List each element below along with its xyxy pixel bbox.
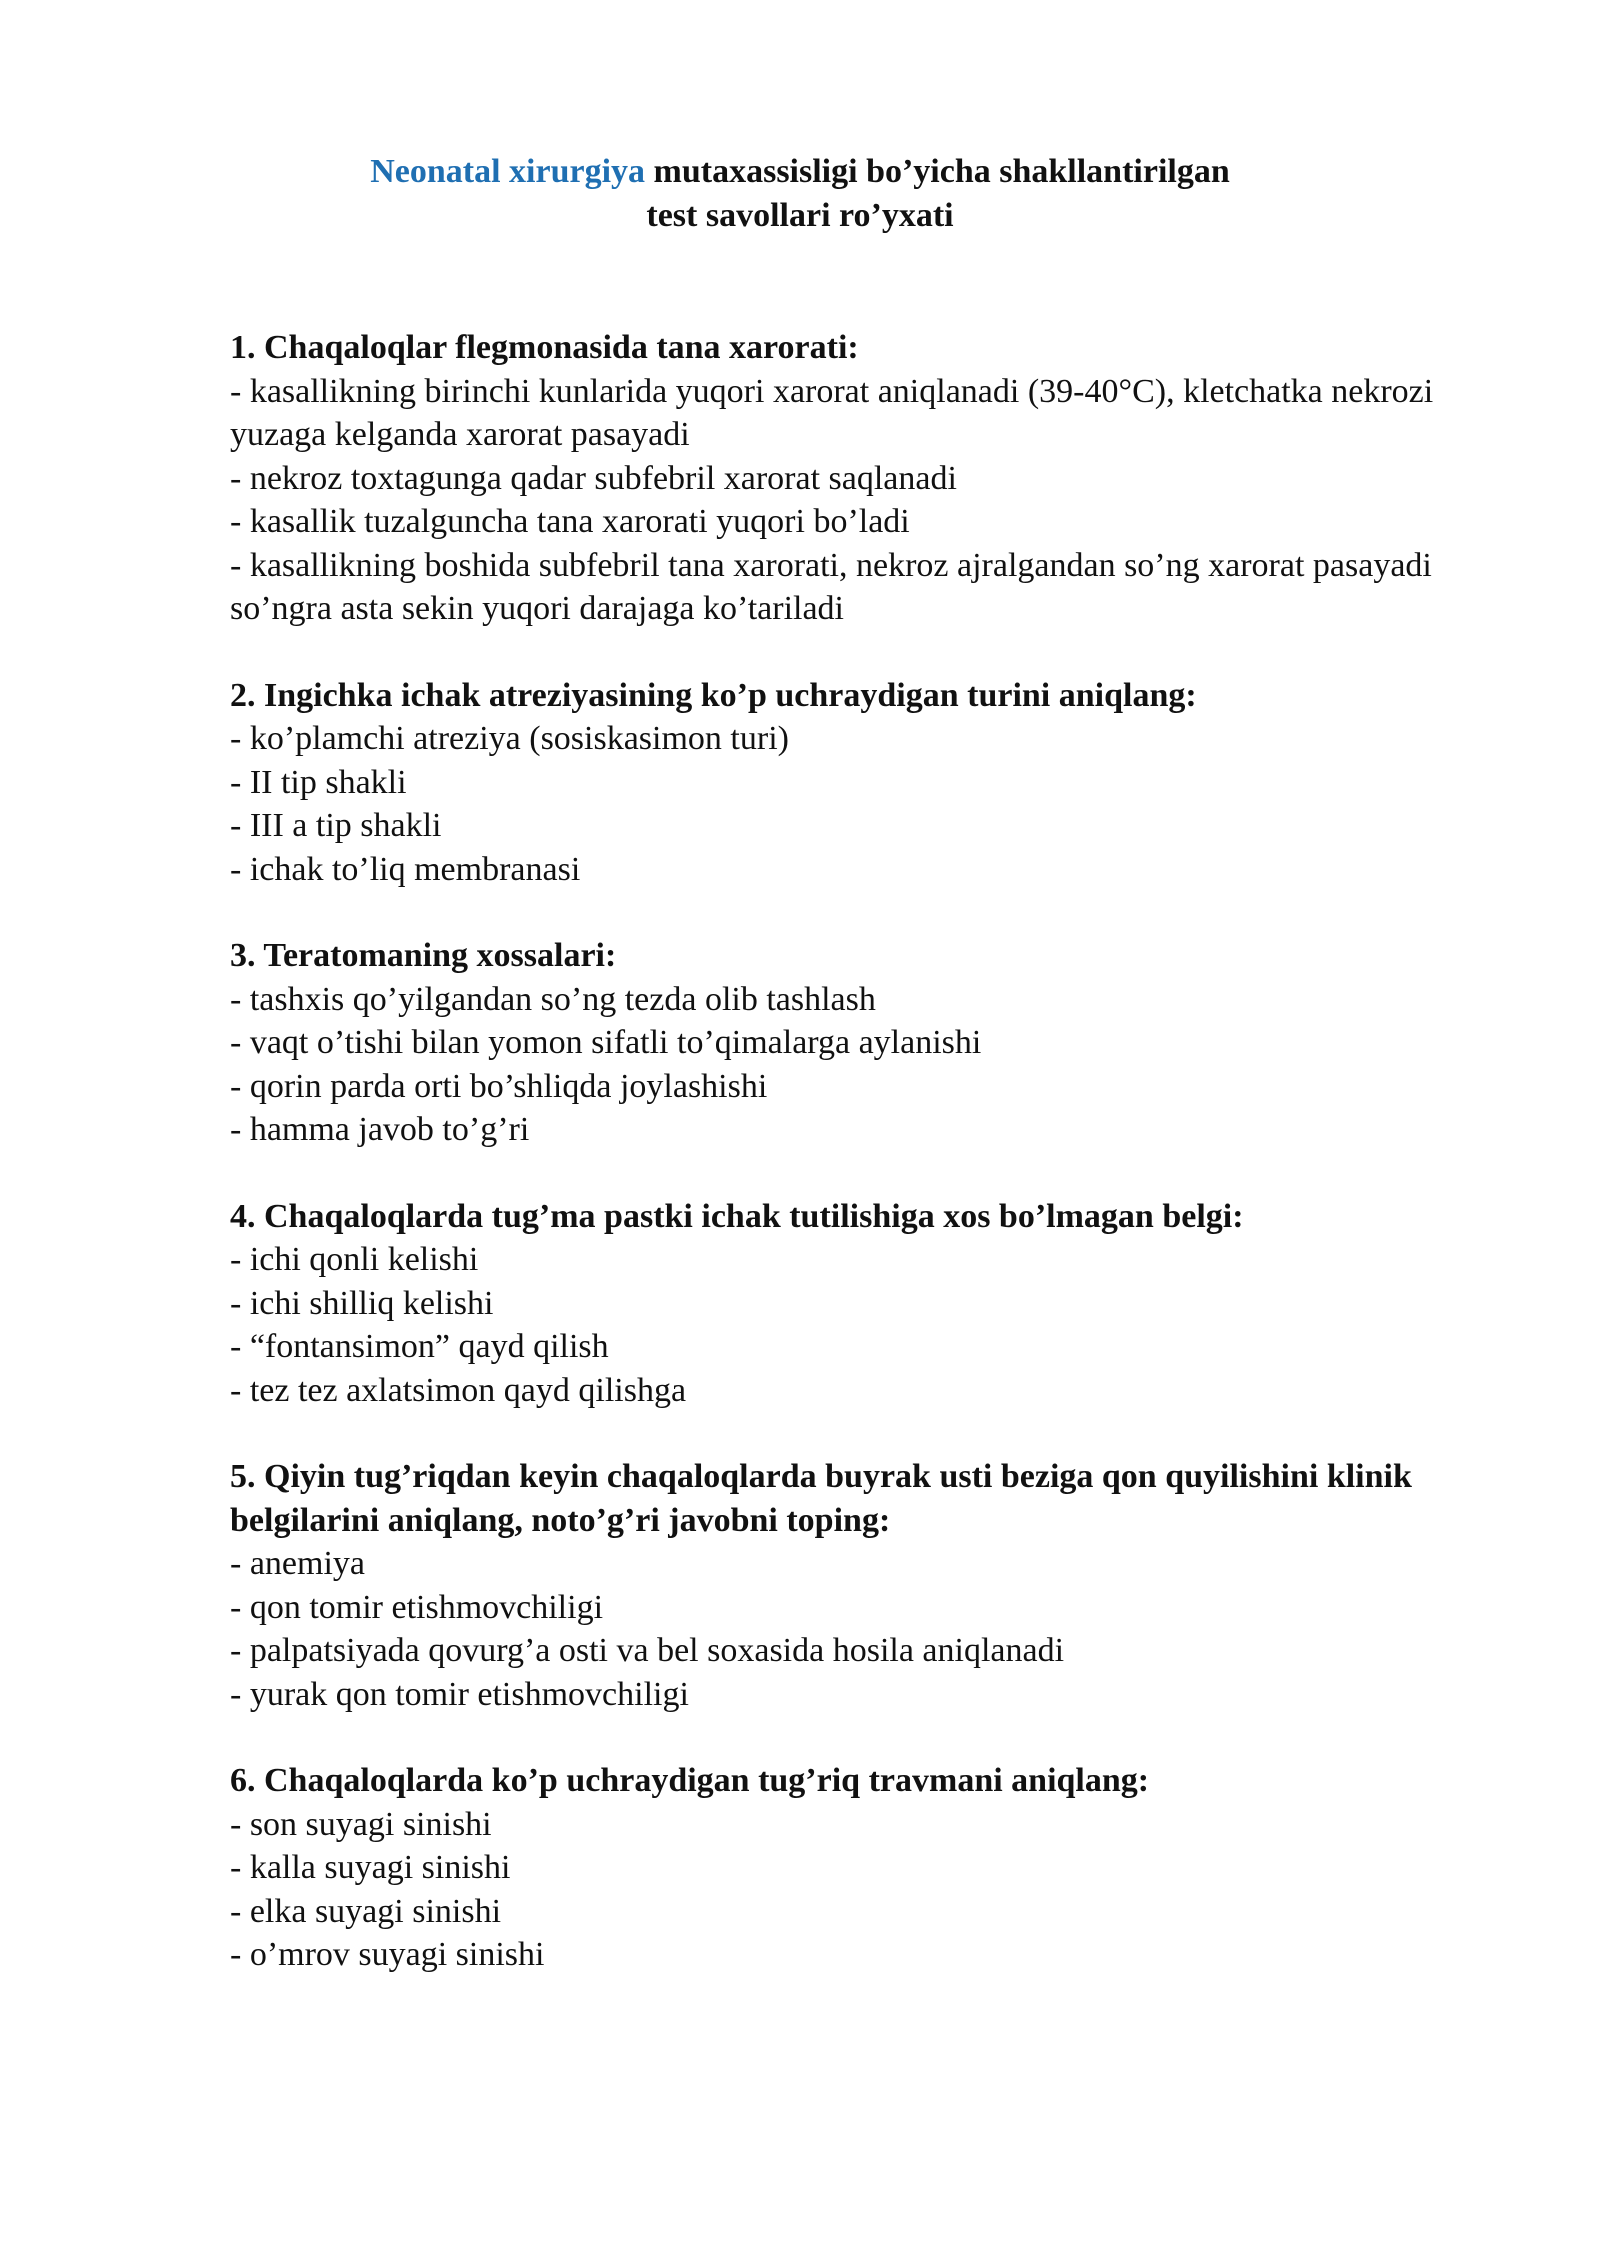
question-text: Ingichka ichak atreziyasining ko’p uchraydigan turini aniqlang: [264, 676, 1197, 714]
answer-options [230, 1803, 1460, 1977]
answer-option: - ichi shilliq kelishi [230, 1284, 494, 1322]
question-heading [230, 1759, 1460, 1803]
answer-option: - ichi qonli kelishi [230, 1241, 479, 1278]
question-3 [230, 934, 1460, 1152]
answer-option: - kasallik tuzalguncha tana xarorati yuqori bo’ladi [230, 503, 910, 540]
answer-options [230, 1542, 1460, 1716]
question-1 [230, 326, 1460, 631]
question-2 [230, 674, 1460, 892]
question-6 [230, 1759, 1460, 1977]
answer-options [230, 370, 1460, 631]
question-text: Teratomaning xossalari: [263, 937, 617, 974]
answer-option: - qorin parda orti bo’shliqda joylashishi [230, 1067, 768, 1105]
answer-option: - hamma javob to’g’ri [230, 1111, 530, 1148]
answer-option: - kasallikning birinchi kunlarida yuqori xarorat aniqlanadi (39-40°C), kletchatka nekrozi yuzaga kelganda xarorat pasayadi [230, 372, 1434, 453]
question-number: 6. [230, 1762, 256, 1799]
answer-option: - son suyagi sinishi [230, 1805, 492, 1843]
title-line-1 [0, 150, 1600, 194]
title-accent: Neonatal xirurgiya [370, 153, 646, 190]
answer-option: - ko’plamchi atreziya (sosiskasimon turi) [230, 720, 789, 757]
question-text: Chaqaloqlar flegmonasida tana xarorati: [264, 329, 859, 366]
answer-option: - II tip shakli [230, 763, 407, 801]
answer-option: - vaqt o’tishi bilan yomon sifatli to’qimalarga aylanishi [230, 1024, 982, 1061]
answer-option: - III a tip shakli [230, 807, 442, 844]
title-line-2: test savollari ro’yxati [646, 197, 954, 234]
document-title [0, 150, 1600, 238]
answer-options [230, 978, 1460, 1152]
question-text: Chaqaloqlarda ko’p uchraydigan tug’riq travmani aniqlang: [264, 1762, 1150, 1799]
question-list [230, 326, 1460, 2020]
question-text: Chaqaloqlarda tug’ma pastki ichak tutilishiga xos bo’lmagan belgi: [264, 1197, 1244, 1235]
question-number: 2. [230, 676, 256, 714]
question-heading [230, 674, 1460, 718]
answer-options [230, 1238, 1460, 1412]
question-number: 3. [230, 937, 256, 974]
question-5 [230, 1455, 1460, 1716]
answer-option: - kasallikning boshida subfebril tana xarorati, nekroz ajralgandan so’ng xarorat pasayadi so’ngra asta sekin yuqori darajaga ko’tariladi [230, 546, 1432, 627]
answer-option: - palpatsiyada qovurg’a osti va bel soxasida hosila aniqlanadi [230, 1632, 1065, 1669]
answer-option: - yurak qon tomir etishmovchiligi [230, 1675, 689, 1713]
answer-option: - o’mrov suyagi sinishi [230, 1936, 545, 1973]
answer-option: - nekroz toxtagunga qadar subfebril xarorat saqlanadi [230, 459, 957, 497]
title-rest: mutaxassisligi bo’yicha shakllantirilgan [645, 153, 1230, 190]
answer-option: - “fontansimon” qayd qilish [230, 1328, 609, 1365]
question-4 [230, 1195, 1460, 1413]
answer-option: - kalla suyagi sinishi [230, 1849, 511, 1886]
answer-option: - qon tomir etishmovchiligi [230, 1588, 604, 1626]
answer-options [230, 717, 1460, 891]
answer-option: - ichak to’liq membranasi [230, 850, 581, 888]
question-heading [230, 934, 1460, 978]
question-number: 5. [230, 1458, 256, 1495]
question-number: 1. [230, 329, 256, 366]
answer-option: - tez tez axlatsimon qayd qilishga [230, 1371, 687, 1409]
question-text: Qiyin tug’riqdan keyin chaqaloqlarda buyrak usti beziga qon quyilishini klinik belgilarini aniqlang, noto’g’ri javobni toping: [230, 1458, 1412, 1539]
answer-option: - anemiya [230, 1545, 365, 1582]
answer-option: - tashxis qo’yilgandan so’ng tezda olib tashlash [230, 980, 876, 1018]
answer-option: - elka suyagi sinishi [230, 1892, 502, 1930]
question-heading [230, 1195, 1460, 1239]
question-heading [230, 326, 1460, 370]
question-number: 4. [230, 1197, 256, 1235]
question-heading [230, 1455, 1460, 1542]
